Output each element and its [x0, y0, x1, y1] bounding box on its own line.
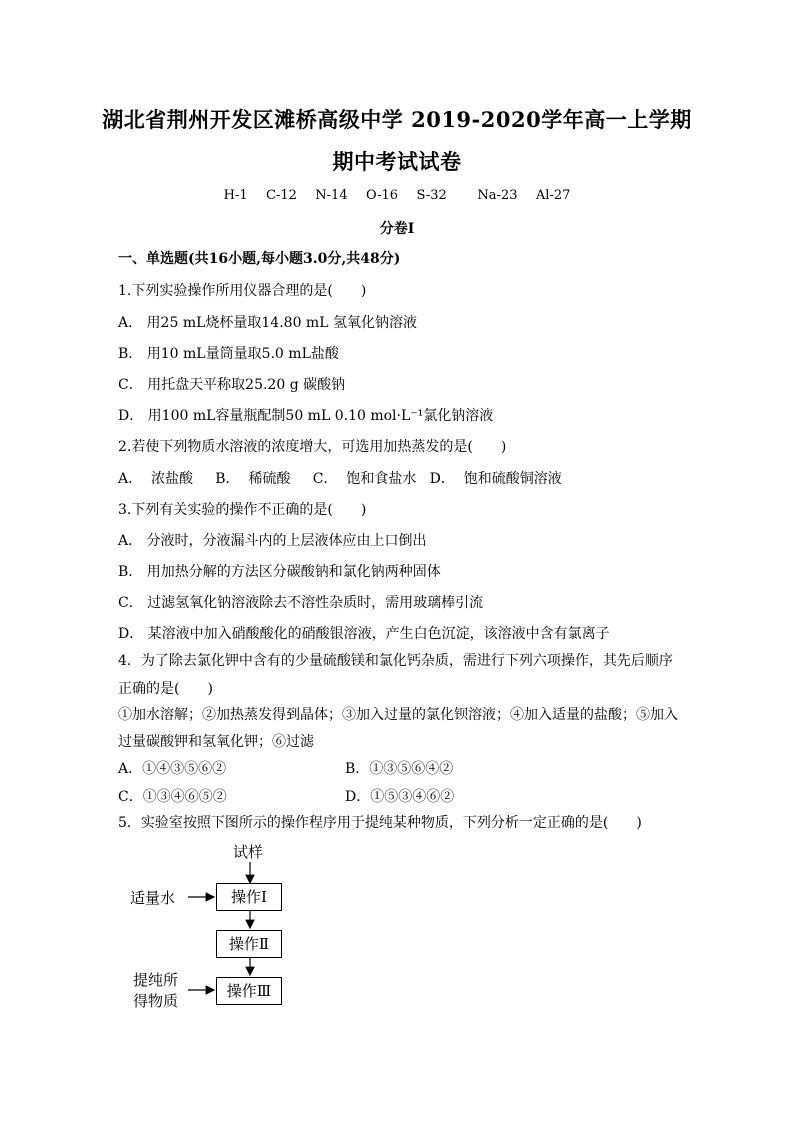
page-title-line1: 湖北省荆州开发区滩桥高级中学 2019-2020学年高一上学期	[102, 107, 692, 132]
q4-operations-line1: ①加水溶解；②加热蒸发得到晶体；③加入过量的氯化钡溶液；④加入适量的盐酸；⑤加入	[118, 707, 678, 723]
q3-option-b: B． 用加热分解的方法区分碳酸钠和氯化钠两种固体	[118, 564, 441, 580]
q4-option-c: C．①③④⑥⑤②	[118, 789, 227, 805]
flow-op1-box: 操作Ⅰ	[216, 883, 282, 911]
part-heading: 一、单选题(共16小题,每小题3.0分,共48分)	[118, 251, 401, 267]
flow-sample-label: 试样	[233, 843, 264, 861]
flow-op3-box: 操作Ⅲ	[216, 977, 282, 1005]
q4-stem-line2: 正确的是( )	[118, 681, 213, 697]
q2-options: A． 浓盐酸 B． 稀硫酸 C． 饱和食盐水 D． 饱和硫酸铜溶液	[118, 471, 562, 487]
q2-stem: 2.若使下列物质水溶液的浓度增大，可选用加热蒸发的是( )	[118, 439, 507, 455]
q1-option-c: C． 用托盘天平称取25.20 g 碳酸钠	[118, 377, 346, 393]
q5-stem: 5．实验室按照下图所示的操作程序用于提纯某种物质，下列分析一定正确的是( )	[118, 815, 642, 831]
q3-option-d: D． 某溶液中加入硝酸酸化的硝酸银溶液，产生白色沉淀，该溶液中含有氯离子	[118, 626, 610, 642]
page-title-line2: 期中考试试卷	[332, 149, 462, 174]
flow-op2-box: 操作Ⅱ	[216, 930, 282, 958]
q3-option-c: C． 过滤氢氧化钠溶液除去不溶性杂质时，需用玻璃棒引流	[118, 595, 484, 611]
flow-product-label-line1: 提纯所	[133, 971, 179, 989]
q1-option-d: D． 用100 mL容量瓶配制50 mL 0.10 mol·L⁻¹氯化钠溶液	[118, 408, 494, 424]
q4-option-d: D．①⑤③④⑥②	[345, 789, 455, 805]
q4-stem-line1: 4．为了除去氯化钾中含有的少量硫酸镁和氯化钙杂质，需进行下列六项操作，其先后顺序	[118, 653, 673, 669]
q1-option-b: B． 用10 mL量筒量取5.0 mL盐酸	[118, 346, 339, 362]
q4-option-a: A．①④③⑤⑥②	[118, 761, 227, 777]
q1-stem: 1.下列实验操作所用仪器合理的是( )	[118, 283, 367, 299]
q1-option-a: A． 用25 mL烧杯量取14.80 mL 氢氧化钠溶液	[118, 315, 417, 331]
atomic-masses: H-1 C-12 N-14 O-16 S-32 Na-23 Al-27	[223, 188, 571, 203]
q4-operations-line2: 过量碳酸钾和氢氧化钾；⑥过滤	[118, 734, 314, 750]
q3-option-a: A． 分液时，分液漏斗内的上层液体应由上口倒出	[118, 533, 427, 549]
flow-water-label: 适量水	[130, 889, 176, 907]
section-label: 分卷I	[379, 221, 415, 237]
q3-stem: 3.下列有关实验的操作不正确的是( )	[118, 502, 367, 518]
flow-product-label-line2: 得物质	[133, 992, 179, 1010]
q4-option-b: B．①③⑤⑥④②	[345, 761, 454, 777]
